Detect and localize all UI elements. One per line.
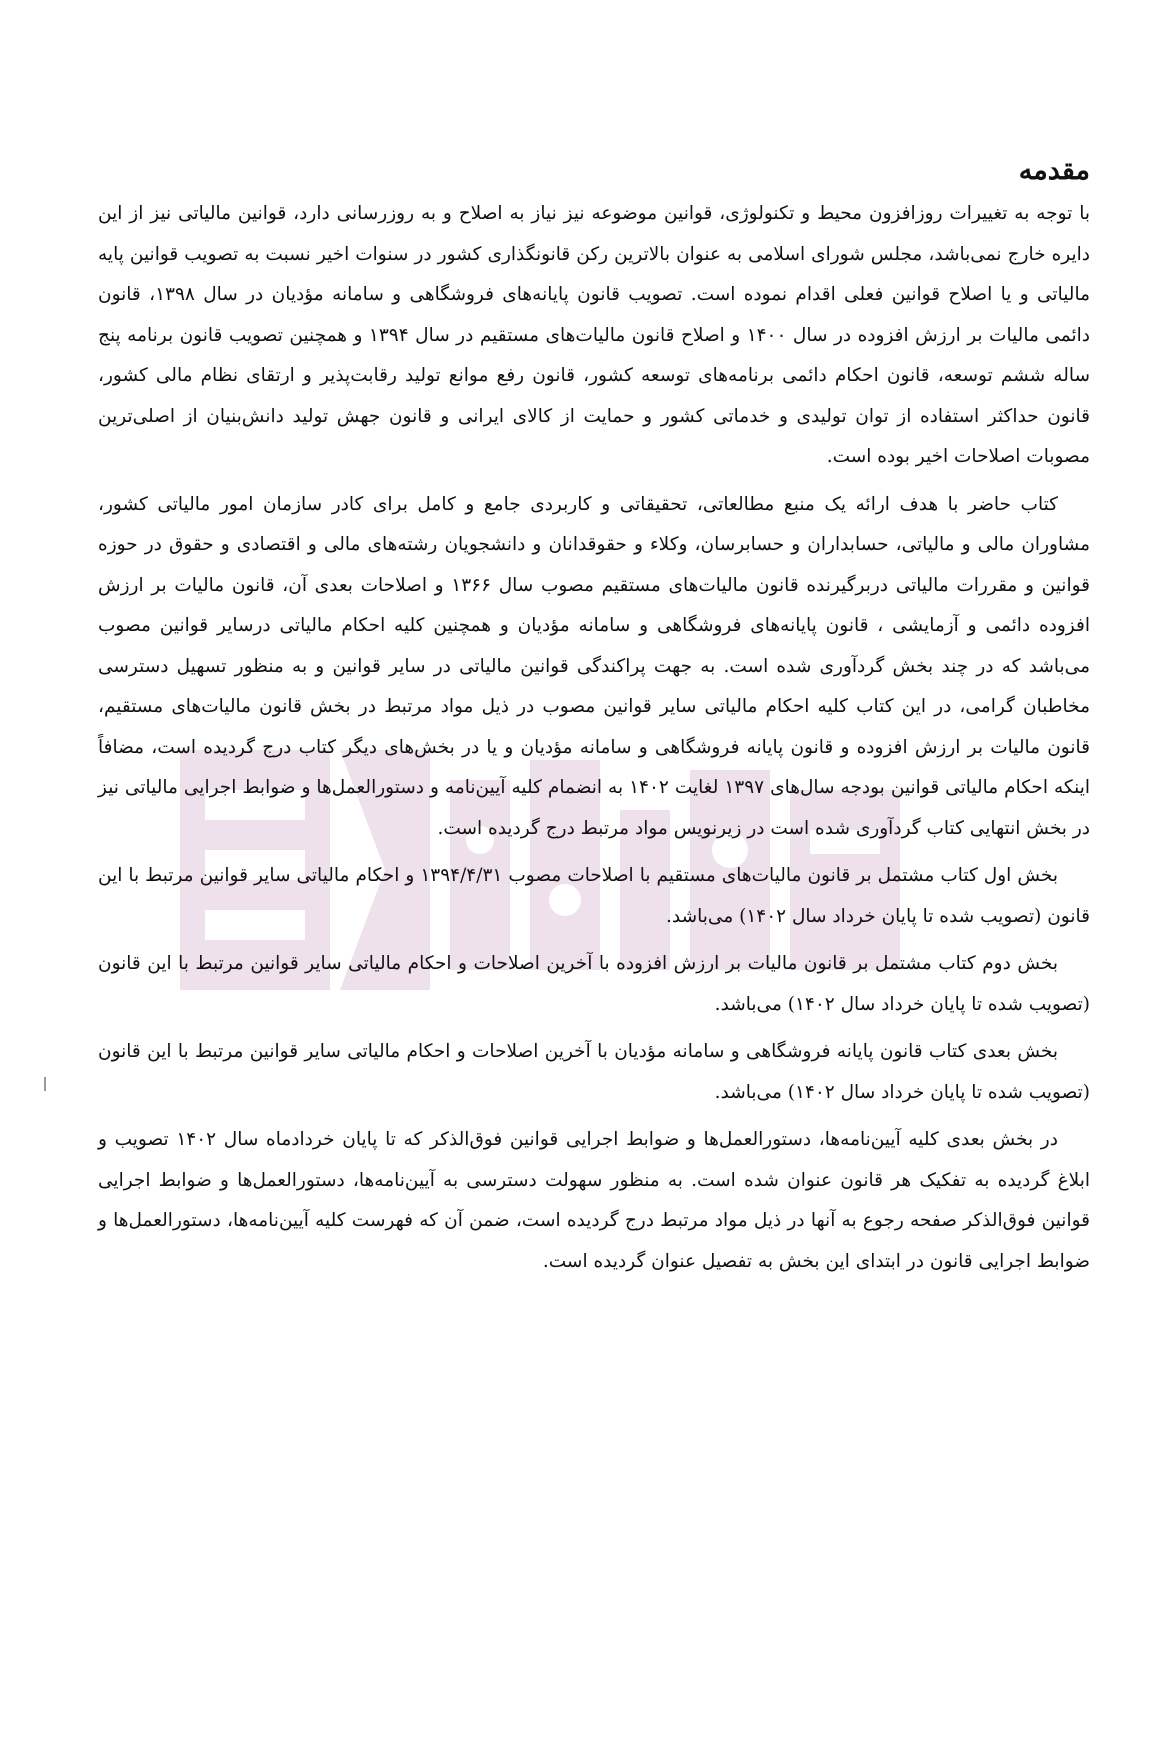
paragraph-regulations: در بخش بعدی کلیه آیین‌نامه‌ها، دستورالعمل‌ها و ضوابط اجرایی قوانین فوق‌الذکر که تا پایان خردادماه سال ۱۴۰۲ تصویب و ابلاغ گردیده به تفکیک هر قانون عنوان شده است. به منظور سهولت دسترسی به آیین‌نامه‌ها، دستورالعمل‌ها و ضوابط اجرایی قوانین فوق‌الذکر صفحه رجوع به آنها در ذیل مواد مرتبط درج گردیده است، ضمن آن که فهرست کلیه آیین‌نامه‌ها، دستورالعمل‌ها و ضوابط اجرایی قانون در ابتدای این بخش به تفصیل عنوان گردیده است. — [98, 1129, 1090, 1272]
paragraph-part-one: بخش اول کتاب مشتمل بر قانون مالیات‌های مستقیم با اصلاحات مصوب ۱۳۹۴/۴/۳۱ و احکام مالیاتی سایر قوانین مرتبط با این قانون (تصویب شده تا پایان خرداد سال ۱۴۰۲) می‌باشد. — [98, 865, 1090, 927]
paragraph-intro: با توجه به تغییرات روزافزون محیط و تکنولوژی، قوانین موضوعه نیز نیاز به اصلاح و به روزرسانی دارد، قوانین مالیاتی نیز از این دایره خارج نمی‌باشد، مجلس شورای اسلامی به عنوان بالاترین رکن قانونگذاری کشور در سنوات اخیر نسبت به تصویب قوانین پایه مالیاتی و یا اصلاح قوانین فعلی اقدام نموده است. تصویب قانون پایانه‌های فروشگاهی و سامانه مؤدیان در سال ۱۳۹۸، قانون دائمی مالیات بر ارزش افزوده در سال ۱۴۰۰ و اصلاح قانون مالیات‌های مستقیم در سال ۱۳۹۴ و همچنین تصویب قانون برنامه پنج ساله ششم توسعه، قانون احکام دائمی برنامه‌های توسعه کشور، قانون رفع موانع تولید رقابت‌پذیر و ارتقای نظام مالی کشور، قانون حداکثر استفاده از توان تولیدی و خدماتی کشور و حمایت از کالای ایرانی و قانون جهش تولید دانش‌بنیان از اصلی‌ترین مصوبات اصلاحات اخیر بوده است. — [98, 203, 1090, 467]
paragraph-book-purpose: کتاب حاضر با هدف ارائه یک منبع مطالعاتی، تحقیقاتی و کاربردی جامع و کامل برای کادر سازمان امور مالیاتی کشور، مشاوران مالی و مالیاتی، حسابداران و حسابرسان، وکلاء و حقوقدانان و دانشجویان رشته‌های مالی و اقتصادی و حقوق در حوزه قوانین و مقررات مالیاتی دربرگیرنده قانون مالیات‌های مستقیم مصوب سال ۱۳۶۶ و اصلاحات بعدی آن، قانون مالیات بر ارزش افزوده دائمی و آزمایشی ، قانون پایانه‌های فروشگاهی و سامانه مؤدیان و همچنین کلیه احکام مالیاتی درسایر قوانین مصوب می‌باشد که در چند بخش گردآوری شده است. به جهت پراکندگی قوانین مالیاتی در سایر قوانین و به منظور تسهیل دسترسی مخاطبان گرامی، در این کتاب کلیه احکام مالیاتی سایر قوانین مصوب در ذیل مواد مرتبط در بخش قانون مالیات‌های مستقیم، قانون مالیات بر ارزش افزوده و قانون پایانه فروشگاهی و سامانه مؤدیان و یا در بخش‌های دیگر کتاب درج گردیده است، مضافاً اینکه احکام مالیاتی قوانین بودجه سال‌های ۱۳۹۷ لغایت ۱۴۰۲ به انضمام کلیه آیین‌نامه و دستورالعمل‌ها و ضوابط اجرایی مالیاتی نیز در بخش انتهایی کتاب گردآوری شده است در زیرنویس مواد مرتبط درج گردیده است. — [98, 493, 1091, 839]
paragraph-part-two: بخش دوم کتاب مشتمل بر قانون مالیات بر ارزش افزوده با آخرین اصلاحات و احکام مالیاتی سایر قوانین مرتبط با این قانون (تصویب شده تا پایان خرداد سال ۱۴۰۲) می‌باشد. — [98, 953, 1090, 1015]
document-body — [98, 150, 1090, 1289]
margin-mark — [44, 1077, 46, 1091]
page-title: مقدمه — [1018, 155, 1090, 186]
paragraph-next-part: بخش بعدی کتاب قانون پایانه فروشگاهی و سامانه مؤدیان با آخرین اصلاحات و احکام مالیاتی سایر قوانین مرتبط با این قانون (تصویب شده تا پایان خرداد سال ۱۴۰۲) می‌باشد. — [98, 1041, 1090, 1103]
